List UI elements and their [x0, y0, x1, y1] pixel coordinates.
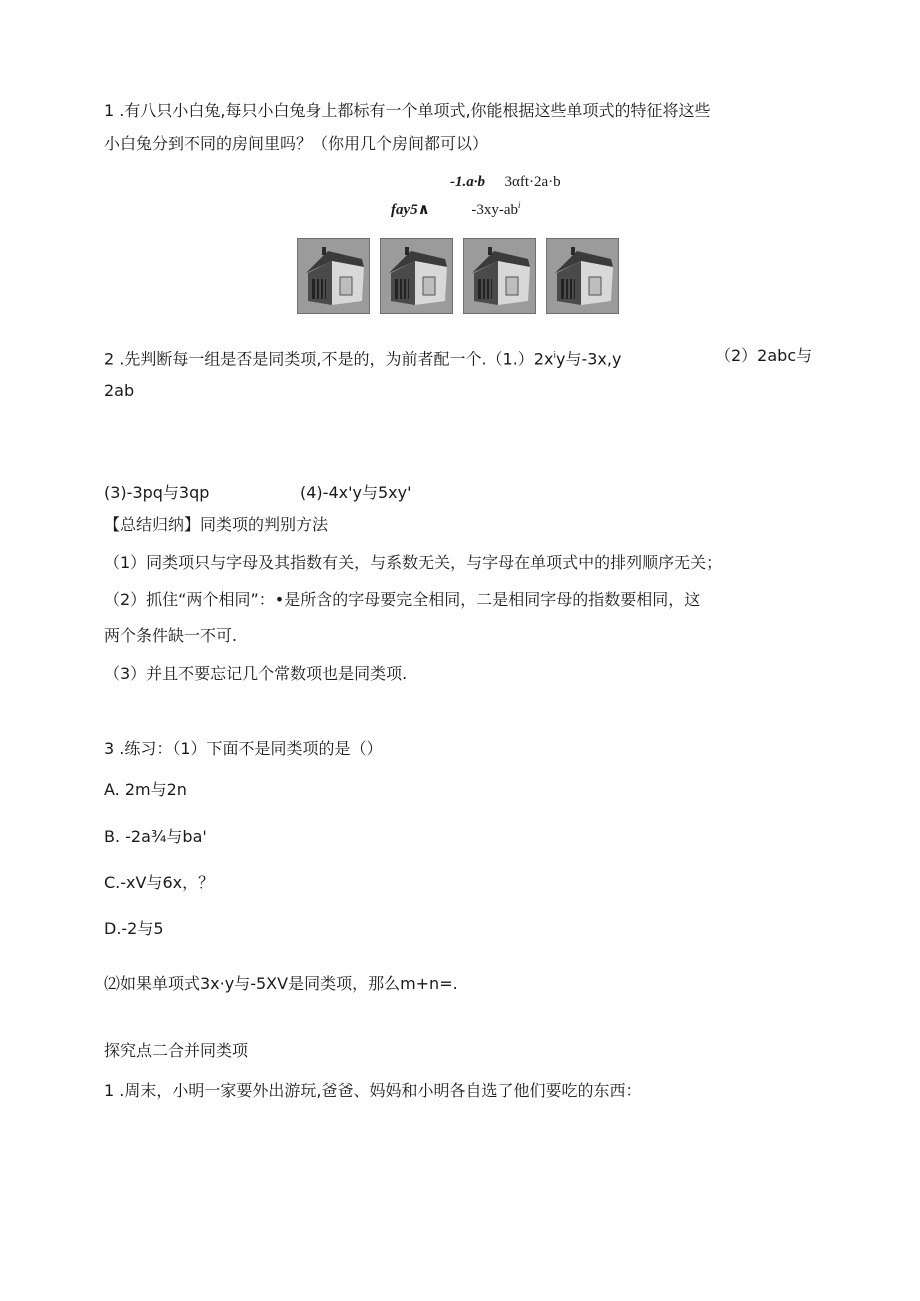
summary-point-2-line1: （2）抓住“两个相同”：•是所含的字母要完全相同，二是相同字母的指数要相同，这: [104, 590, 701, 609]
exponent: i: [553, 351, 556, 361]
summary-point-1: （1）同类项只与字母及其指数有关，与系数无关，与字母在单项式中的排列顺序无关；: [104, 553, 723, 572]
house-icon: [463, 238, 536, 314]
exponent: i: [518, 200, 521, 210]
q2-text-line1: [104, 345, 621, 370]
q1-text-line1: 1 .有八只小白兔,每只小白兔身上都标有一个单项式,你能根据这些单项式的特征将这些: [104, 101, 711, 120]
q3-part2: ⑵如果单项式3x·y与-5XV是同类项，那么m+n=.: [104, 974, 458, 993]
summary-title: 【总结归纳】同类项的判别方法: [104, 515, 329, 534]
q2-part2: （2）2abc与: [715, 346, 813, 365]
rooms-image-row: [297, 238, 619, 314]
monomial-term: -1.a·b: [450, 174, 485, 190]
summary-point-3: （3）并且不要忘记几个常数项也是同类项.: [104, 664, 408, 683]
q3-title: 3 .练习：（1）下面不是同类项的是（）: [104, 739, 383, 758]
monomial-terms-row1: [450, 171, 561, 193]
q1-text-line2: 小白兔分到不同的房间里吗？（你用几个房间都可以）: [104, 134, 489, 153]
summary-point-2-line2: 两个条件缺一不可.: [104, 626, 238, 645]
house-icon: [546, 238, 619, 314]
house-icon: [297, 238, 370, 314]
monomial-term: 3αft·2a·b: [504, 174, 561, 190]
q2-item-4: (4)-4x'y与5xy': [300, 483, 412, 502]
monomial-term: fay5∧: [391, 202, 430, 218]
monomial-term: -3xy-ab: [471, 202, 518, 218]
section2-title: 探究点二合并同类项: [104, 1041, 249, 1060]
option-b: B. -2a¾与ba': [104, 827, 207, 846]
option-d: D.-2与5: [104, 919, 164, 938]
section2-q1: 1 .周末，小明一家要外出游玩,爸爸、妈妈和小明各自选了他们要吃的东西：: [104, 1081, 642, 1100]
q2-text: 2 .先判断每一组是否是同类项,不是的，为前者配一个.（1.）2x: [104, 349, 554, 369]
q2-text: y与-3x,y: [555, 349, 622, 369]
q2-item-3: (3)-3pq与3qp: [104, 483, 210, 502]
house-icon: [380, 238, 453, 314]
q2-text-line2: 2ab: [104, 381, 135, 400]
option-a: A. 2m与2n: [104, 780, 187, 799]
monomial-terms-row2: [391, 194, 521, 221]
option-c: C.-xV与6x，？: [104, 873, 215, 892]
